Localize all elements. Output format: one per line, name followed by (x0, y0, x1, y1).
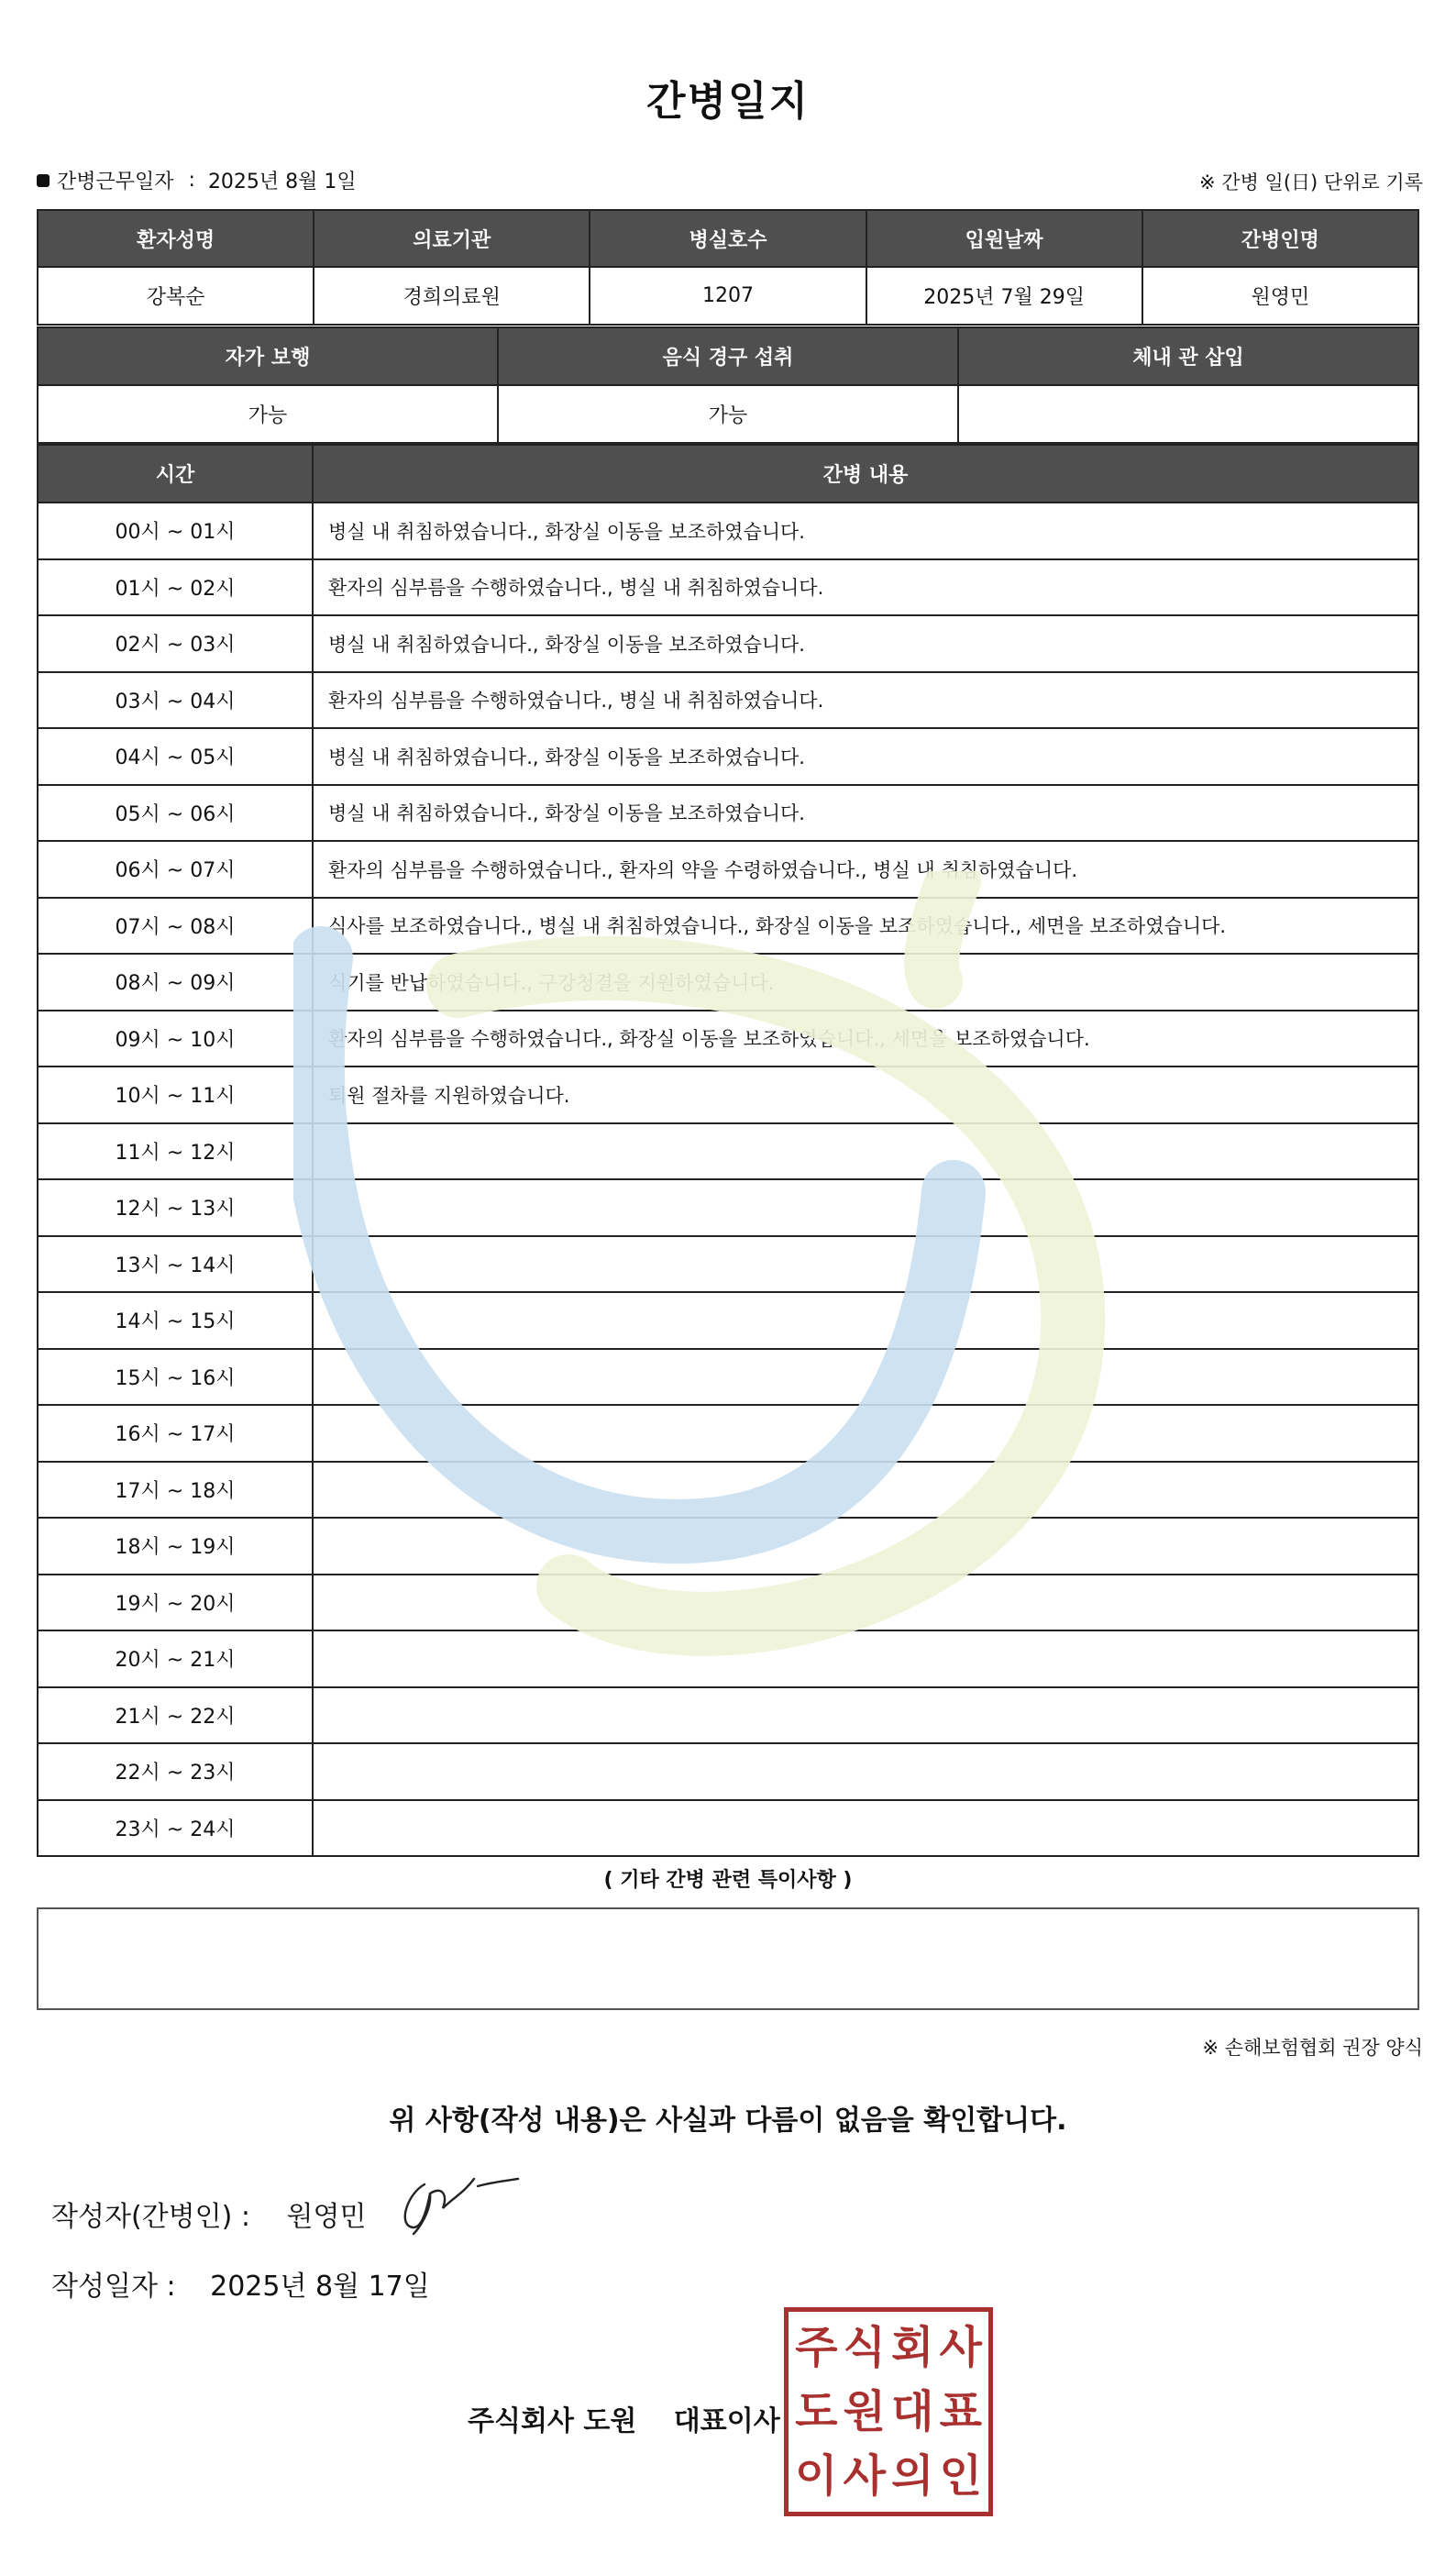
company-representative: 대표이사 (673, 2405, 780, 2437)
log-content-cell: 병실 내 취침하였습니다., 화장실 이동을 보조하였습니다. (313, 785, 1418, 842)
info-header-cell: 의료기관 (314, 210, 590, 267)
log-time-cell: 13시 ~ 14시 (38, 1236, 313, 1293)
log-time-cell: 05시 ~ 06시 (38, 785, 313, 842)
work-date-value: 2025년 8월 1일 (207, 171, 357, 193)
log-row (38, 1066, 1418, 1123)
log-row (38, 1123, 1418, 1180)
log-content-cell (313, 1179, 1418, 1236)
unit-note: ※ 간병 일(日) 단위로 기록 (1199, 171, 1423, 193)
caregiver-name: 원영민 (1142, 267, 1418, 325)
info-header-cell: 입원날짜 (866, 210, 1142, 267)
log-content-cell (313, 1349, 1418, 1406)
log-row (38, 1292, 1418, 1349)
log-row (38, 1687, 1418, 1744)
seal-char: 대 (891, 2386, 934, 2437)
seal-char: 회 (891, 2322, 934, 2373)
confirmation-statement: 위 사항(작성 내용)은 사실과 다름이 없음을 확인합니다. (389, 2105, 1067, 2137)
content-column-header: 간병 내용 (313, 445, 1418, 503)
log-time-cell: 15시 ~ 16시 (38, 1349, 313, 1406)
log-time-cell: 06시 ~ 07시 (38, 841, 313, 898)
log-content-cell: 병실 내 취침하였습니다., 화장실 이동을 보조하였습니다. (313, 615, 1418, 672)
company-seal-stamp (784, 2307, 993, 2516)
log-content-cell: 퇴원 절차를 지원하였습니다. (313, 1066, 1418, 1123)
log-time-cell: 11시 ~ 12시 (38, 1123, 313, 1180)
log-row (38, 672, 1418, 729)
log-row (38, 1349, 1418, 1406)
log-row (38, 1630, 1418, 1687)
writer-name: 원영민 (286, 2201, 367, 2233)
log-time-cell: 01시 ~ 02시 (38, 559, 313, 616)
care-log-table (37, 444, 1419, 1857)
seal-char: 사 (843, 2450, 886, 2502)
log-time-cell: 17시 ~ 18시 (38, 1462, 313, 1519)
log-time-cell: 02시 ~ 03시 (38, 615, 313, 672)
time-column-header: 시간 (38, 445, 313, 503)
tube-insertion-value (958, 385, 1418, 443)
work-date-separator: : (188, 169, 195, 192)
log-time-cell: 04시 ~ 05시 (38, 728, 313, 785)
self-walking-value: 가능 (38, 385, 498, 443)
log-content-cell: 병실 내 취침하였습니다., 화장실 이동을 보조하였습니다. (313, 503, 1418, 559)
log-header-row (38, 445, 1418, 503)
log-content-cell: 식기를 반납하였습니다., 구강청결을 지원하였습니다. (313, 954, 1418, 1011)
log-time-cell: 12시 ~ 13시 (38, 1179, 313, 1236)
log-content-cell: 환자의 심부름을 수행하였습니다., 병실 내 취침하였습니다. (313, 672, 1418, 729)
status-header-cell: 체내 관 삽입 (958, 327, 1418, 385)
log-row (38, 503, 1418, 559)
hospital-name: 경희의료원 (314, 267, 590, 325)
status-value-row (38, 385, 1418, 443)
info-header-cell: 간병인명 (1142, 210, 1418, 267)
document-title: 간병일지 (645, 78, 810, 125)
bullet-square-icon (37, 174, 50, 187)
log-time-cell: 16시 ~ 17시 (38, 1405, 313, 1462)
log-row (38, 615, 1418, 672)
log-content-cell: 환자의 심부름을 수행하였습니다., 환자의 약을 수령하였습니다., 병실 내 취침하였습니다. (313, 841, 1418, 898)
log-row (38, 559, 1418, 616)
patient-info-table (37, 209, 1419, 326)
log-content-cell: 환자의 심부름을 수행하였습니다., 화장실 이동을 보조하였습니다., 세면을 보조하였습니다. (313, 1011, 1418, 1067)
seal-char: 원 (843, 2386, 886, 2437)
log-content-cell (313, 1518, 1418, 1575)
special-notes-title: ( 기타 간병 관련 특이사항 ) (603, 1869, 853, 1892)
log-time-cell: 20시 ~ 21시 (38, 1630, 313, 1687)
log-time-cell: 09시 ~ 10시 (38, 1011, 313, 1067)
log-time-cell: 21시 ~ 22시 (38, 1687, 313, 1744)
status-header-cell: 음식 경구 섭취 (498, 327, 958, 385)
patient-status-table (37, 326, 1419, 444)
oral-intake-value: 가능 (498, 385, 958, 443)
log-content-cell (313, 1687, 1418, 1744)
write-date-label: 작성일자 : (51, 2271, 176, 2303)
log-content-cell (313, 1575, 1418, 1631)
log-content-cell (313, 1292, 1418, 1349)
log-time-cell: 19시 ~ 20시 (38, 1575, 313, 1631)
seal-char: 사 (939, 2322, 982, 2373)
special-notes-box (37, 1907, 1419, 2010)
seal-char: 인 (939, 2450, 982, 2502)
info-header-cell: 환자성명 (38, 210, 314, 267)
log-row (38, 1462, 1418, 1519)
status-header-cell: 자가 보행 (38, 327, 498, 385)
info-header-cell: 병실호수 (590, 210, 866, 267)
write-date-value: 2025년 8월 17일 (210, 2271, 430, 2303)
writer-line (51, 2194, 366, 2234)
log-row (38, 785, 1418, 842)
log-row (38, 1011, 1418, 1067)
log-time-cell: 08시 ~ 09시 (38, 954, 313, 1011)
room-number: 1207 (590, 267, 866, 325)
seal-char: 의 (891, 2450, 934, 2502)
form-note: ※ 손해보험협회 권장 양식 (1202, 2037, 1423, 2059)
signature-icon (390, 2166, 527, 2239)
log-content-cell: 환자의 심부름을 수행하였습니다., 병실 내 취침하였습니다. (313, 559, 1418, 616)
writer-label: 작성자(간병인) : (51, 2201, 250, 2233)
admission-date: 2025년 7월 29일 (866, 267, 1142, 325)
log-content-cell (313, 1405, 1418, 1462)
work-date-line (37, 166, 357, 194)
log-row (38, 1518, 1418, 1575)
log-body (38, 503, 1418, 1856)
log-content-cell (313, 1743, 1418, 1800)
log-content-cell (313, 1630, 1418, 1687)
log-time-cell: 14시 ~ 15시 (38, 1292, 313, 1349)
log-content-cell: 식사를 보조하였습니다., 병실 내 취침하였습니다., 화장실 이동을 보조하였습니다., 세면을 보조하였습니다. (313, 898, 1418, 955)
log-time-cell: 18시 ~ 19시 (38, 1518, 313, 1575)
log-time-cell: 03시 ~ 04시 (38, 672, 313, 729)
log-row (38, 1405, 1418, 1462)
seal-char: 표 (939, 2386, 982, 2437)
log-content-cell (313, 1462, 1418, 1519)
log-row (38, 1800, 1418, 1857)
log-row (38, 1179, 1418, 1236)
log-row (38, 898, 1418, 955)
log-time-cell: 22시 ~ 23시 (38, 1743, 313, 1800)
status-header-row (38, 327, 1418, 385)
log-row (38, 1575, 1418, 1631)
log-time-cell: 07시 ~ 08시 (38, 898, 313, 955)
seal-char: 식 (843, 2322, 886, 2373)
seal-char: 이 (795, 2450, 838, 2502)
log-time-cell: 10시 ~ 11시 (38, 1066, 313, 1123)
log-row (38, 1743, 1418, 1800)
seal-char: 도 (795, 2386, 838, 2437)
log-row (38, 954, 1418, 1011)
info-header-row (38, 210, 1418, 267)
log-row (38, 841, 1418, 898)
patient-name: 강복순 (38, 267, 314, 325)
company-line (468, 2398, 780, 2438)
company-name: 주식회사 도원 (468, 2405, 637, 2437)
log-content-cell (313, 1123, 1418, 1180)
log-row (38, 728, 1418, 785)
info-value-row (38, 267, 1418, 325)
write-date-line (51, 2263, 430, 2304)
seal-char: 주 (795, 2322, 838, 2373)
log-content-cell (313, 1800, 1418, 1857)
log-row (38, 1236, 1418, 1293)
log-time-cell: 00시 ~ 01시 (38, 503, 313, 559)
log-content-cell (313, 1236, 1418, 1293)
work-date-label: 간병근무일자 (57, 171, 174, 193)
log-content-cell: 병실 내 취침하였습니다., 화장실 이동을 보조하였습니다. (313, 728, 1418, 785)
log-time-cell: 23시 ~ 24시 (38, 1800, 313, 1857)
